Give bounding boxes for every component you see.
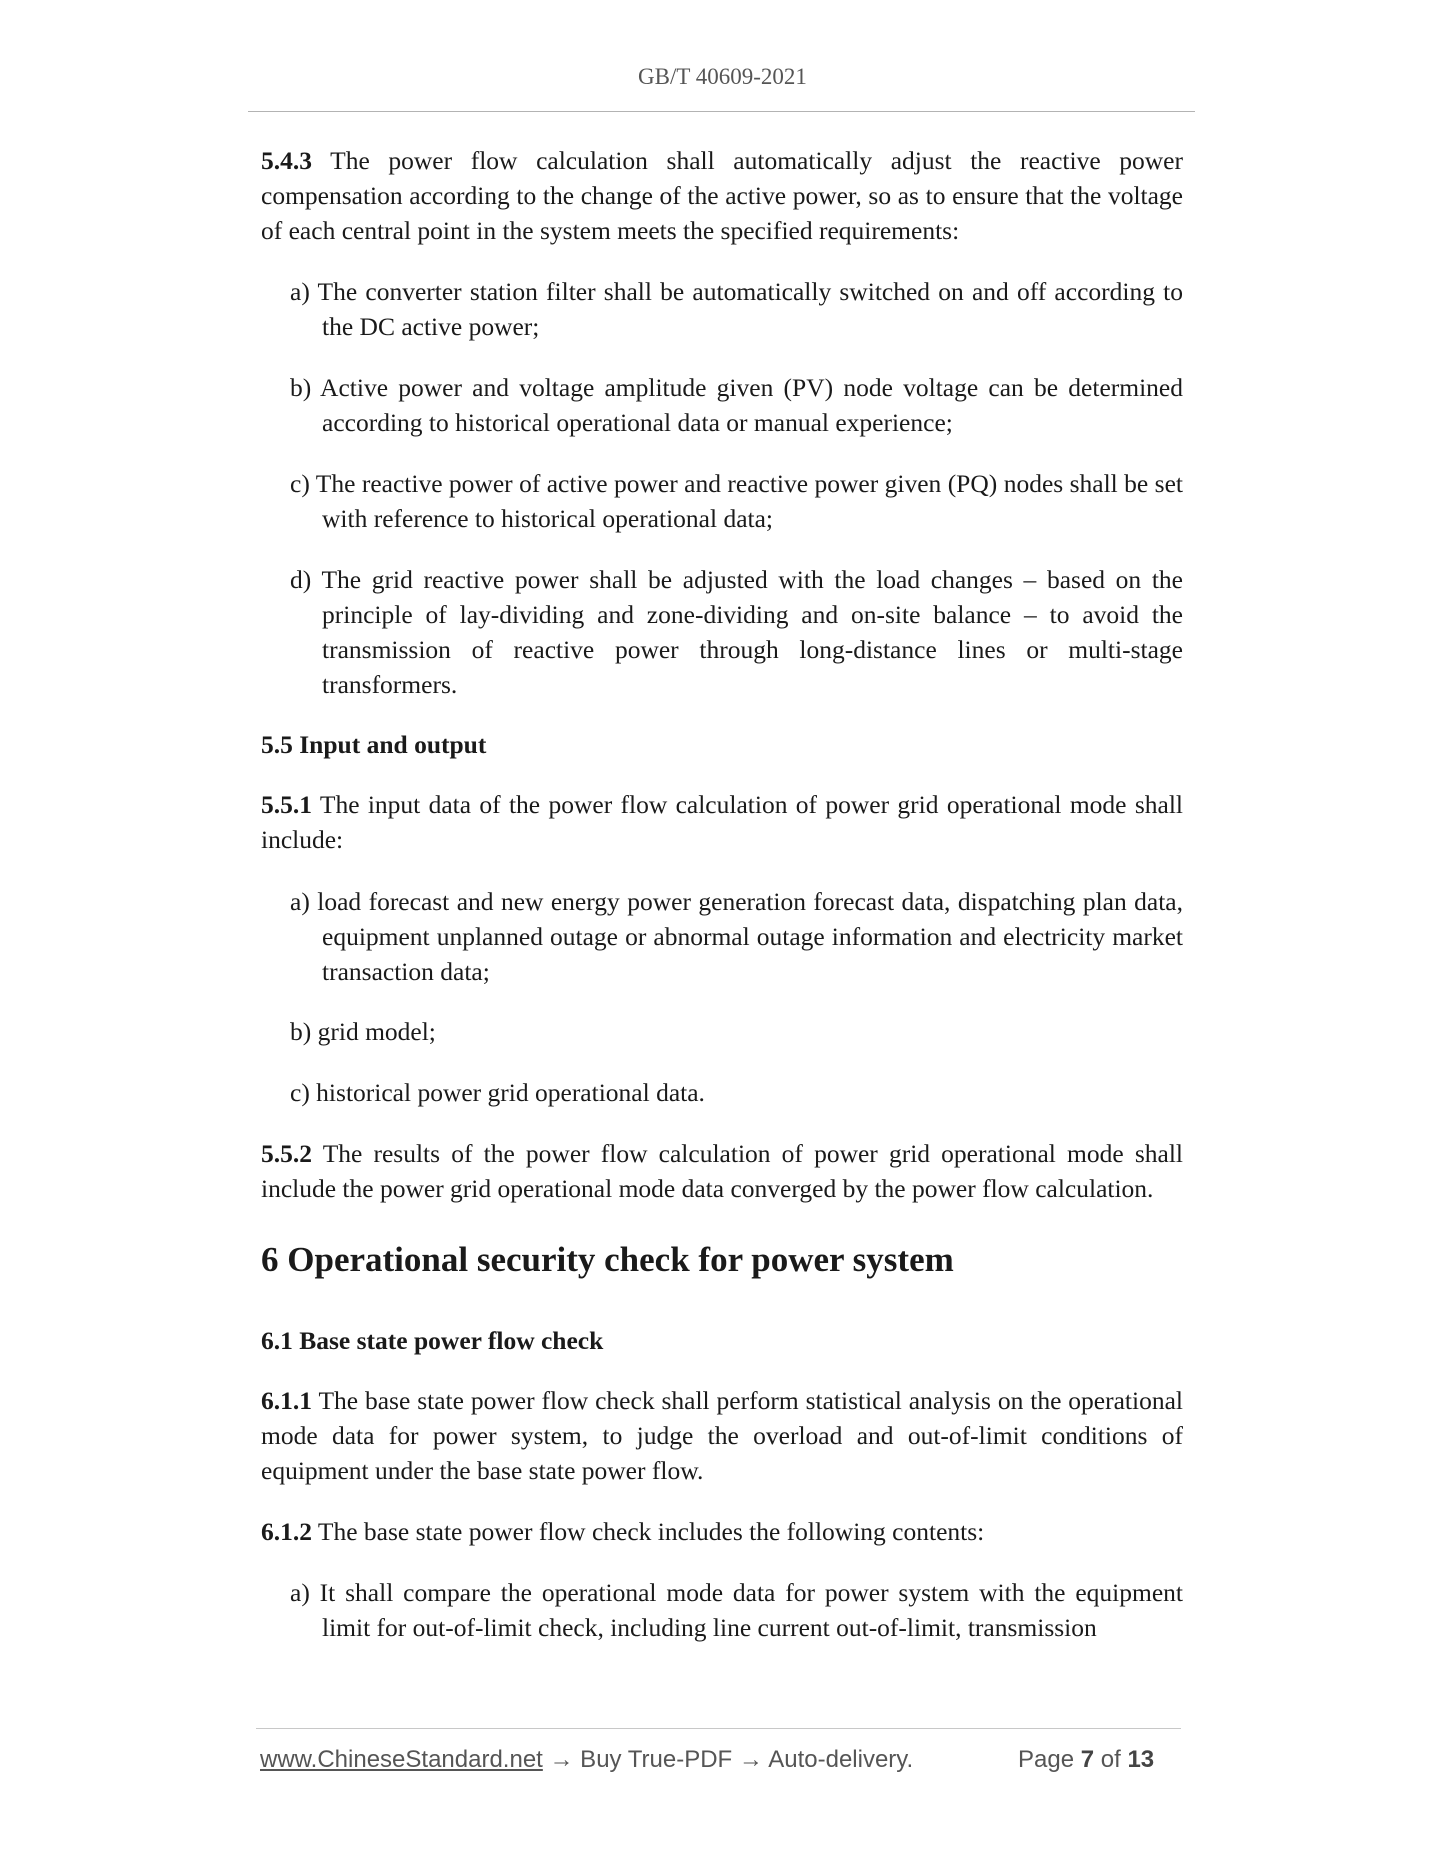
paragraph-6-1-2 [261, 1514, 1183, 1549]
clause-number: 6.1.1 [261, 1386, 312, 1415]
site-link[interactable]: www.ChineseStandard.net [260, 1746, 543, 1773]
list-item: a) The converter station filter shall be automatically switched on and off according to the DC active power; [290, 277, 1183, 341]
paragraph-5-4-3 [261, 143, 1183, 248]
paragraph-6-1-1 [261, 1383, 1183, 1488]
clause-number: 5.5.1 [261, 790, 312, 819]
paragraph-5-5-1 [261, 787, 1183, 857]
paragraph-text: The base state power flow check shall perform statistical analysis on the operational mode data for power system, to judge the overload and out-of-limit conditions of equipment under the base state power flow. [261, 1386, 1183, 1485]
list-item: a) It shall compare the operational mode data for power system with the equipment limit for out-of-limit check, including line current out-of-limit, transmission [290, 1578, 1183, 1642]
page-current: 7 [1080, 1746, 1095, 1773]
of-label: of [1094, 1746, 1128, 1773]
header-doc-code: GB/T 40609-2021 [638, 64, 807, 89]
list-item: b) grid model; [290, 1017, 436, 1046]
list-item: c) historical power grid operational data. [290, 1078, 705, 1107]
list-item: d) The grid reactive power shall be adjusted with the load changes – based on the principle of lay-dividing and zone-dividing and on-site balance – to avoid the transmission of reactive power through long-distance lines or multi-stage transformers. [290, 565, 1183, 699]
paragraph-text: The input data of the power flow calculation of power grid operational mode shall include: [261, 790, 1183, 854]
page-label: Page [1018, 1746, 1081, 1773]
clause-number: 6.1.2 [261, 1517, 312, 1546]
heading-6: 6 Operational security check for power system [261, 1240, 954, 1279]
list-item: a) load forecast and new energy power generation forecast data, dispatching plan data, equipment unplanned outage or abnormal outage information and electricity market transaction data; [290, 887, 1183, 986]
heading-6-1: 6.1 Base state power flow check [261, 1326, 604, 1355]
clause-number: 5.4.3 [261, 146, 312, 175]
list-item: b) Active power and voltage amplitude given (PV) node voltage can be determined according to historical operational data or manual experience; [290, 373, 1183, 437]
page-indicator [1018, 1746, 1154, 1774]
promo-text: → Buy True-PDF → Auto-delivery. [542, 1746, 914, 1773]
page-total: 13 [1127, 1746, 1155, 1773]
list-item: c) The reactive power of active power and reactive power given (PQ) nodes shall be set with reference to historical operational data; [290, 469, 1183, 533]
footer-promo [260, 1746, 913, 1774]
paragraph-text: The base state power flow check includes the following contents: [312, 1517, 985, 1546]
clause-number: 5.5.2 [261, 1139, 312, 1168]
header-divider [248, 111, 1195, 112]
paragraph-text: The results of the power flow calculation of power grid operational mode shall include the power grid operational mode data converged by the power flow calculation. [261, 1139, 1183, 1203]
heading-5-5: 5.5 Input and output [261, 730, 487, 759]
paragraph-text: The power flow calculation shall automatically adjust the reactive power compensation according to the change of the active power, so as to ensure that the voltage of each central point in the system meets the specified requirements: [261, 146, 1183, 245]
footer-divider [256, 1728, 1181, 1729]
paragraph-5-5-2 [261, 1136, 1183, 1206]
